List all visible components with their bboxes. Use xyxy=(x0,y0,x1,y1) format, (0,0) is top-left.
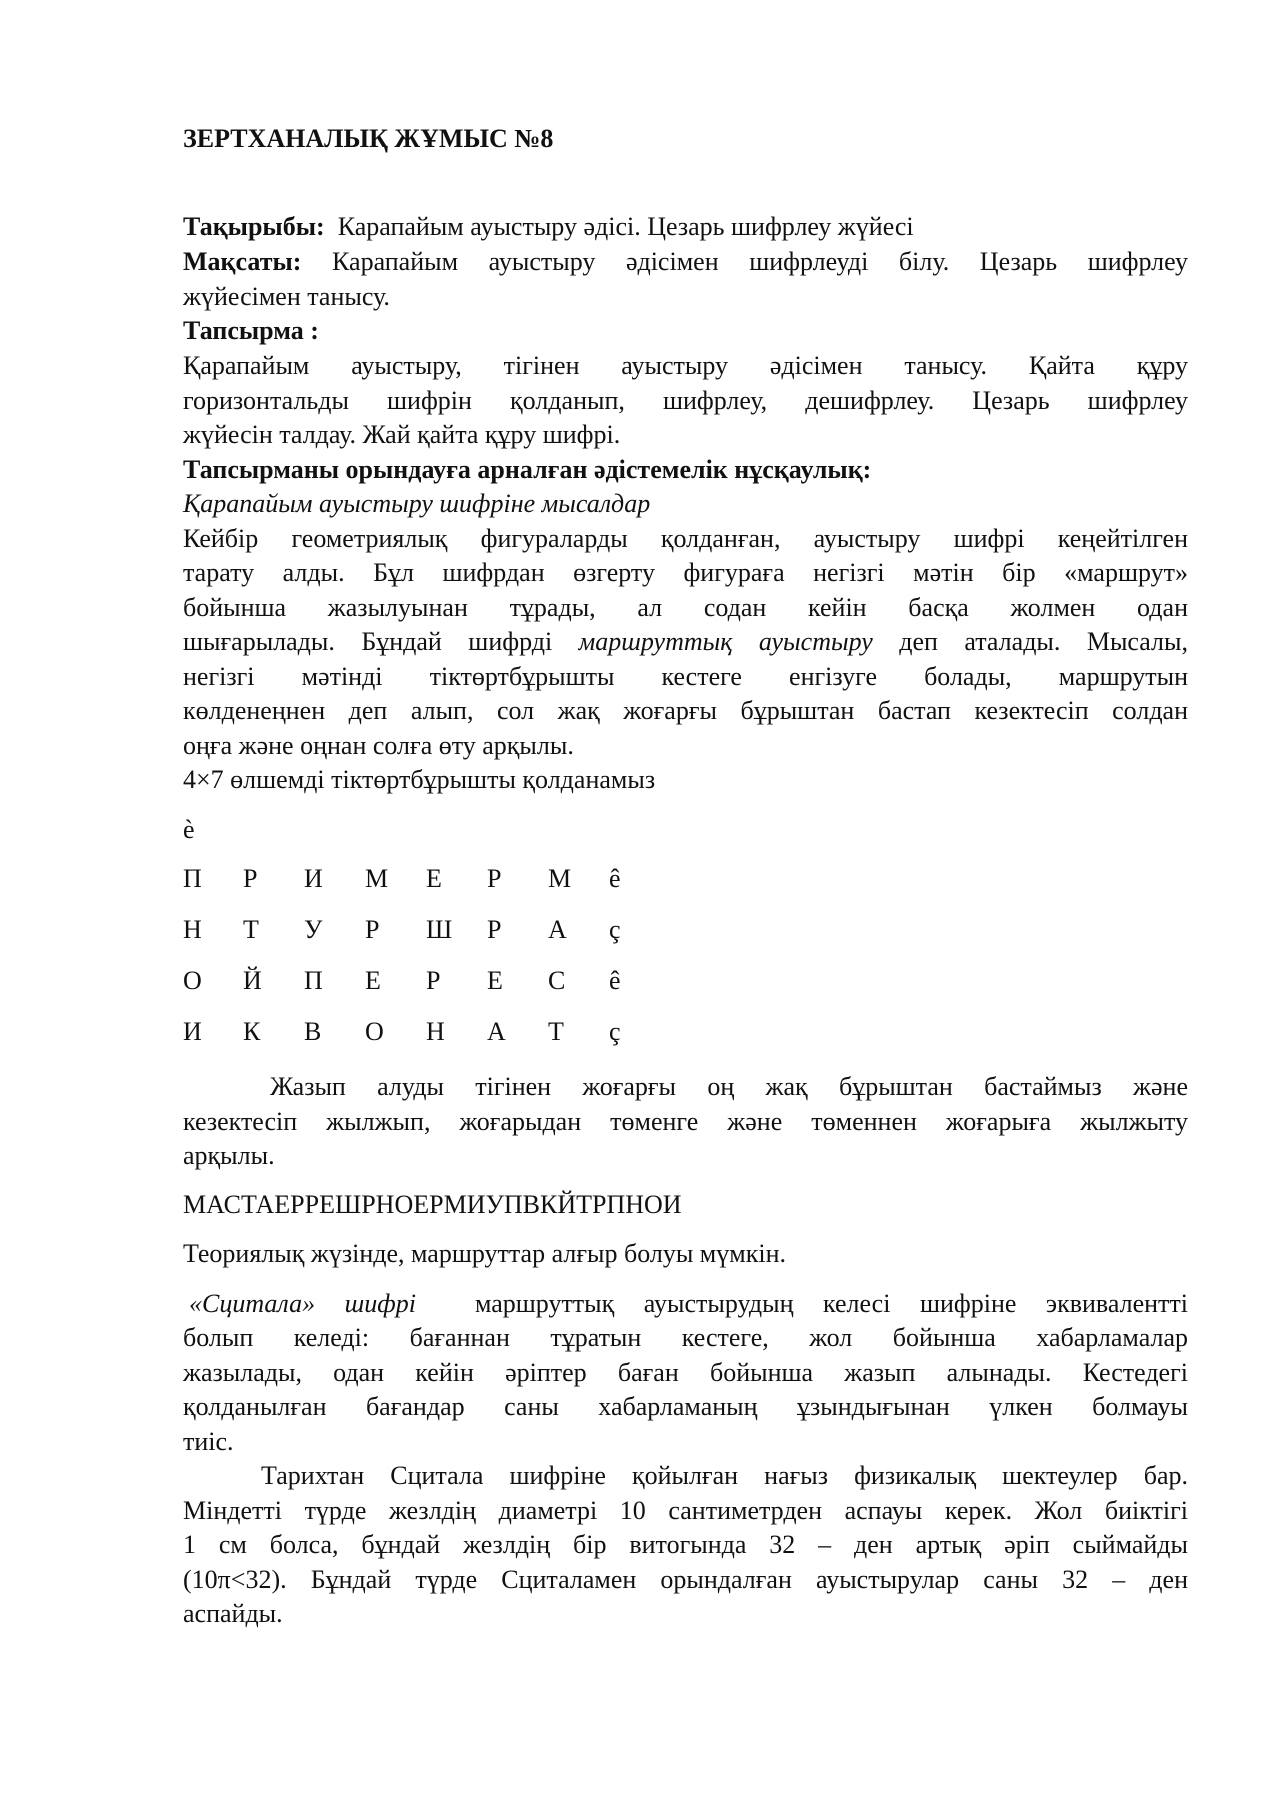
grid-cell: У xyxy=(304,915,323,944)
grid-cell: А xyxy=(548,915,567,944)
para1-line-3: бойынша жазылуынан тұрады, ал содан кейін басқа жолмен одан xyxy=(183,593,1188,622)
scytale-line-4: қолданылған бағандар саны хабарламаның ұзындығынан үлкен болмауы xyxy=(183,1392,1188,1421)
goal-line-2: жүйесімен танысу. xyxy=(183,282,390,311)
examples-heading: Қарапайым ауыстыру шифріне мысалдар xyxy=(183,489,651,518)
history-last-line: аспайды. xyxy=(183,1599,283,1628)
grid-cell: А xyxy=(487,1017,506,1046)
task-line-2: горизонтальды шифрін қолданып, шифрлеу, дешифрлеу. Цезарь шифрлеу xyxy=(183,386,1188,415)
para1-line-1: Кейбір геометриялық фигураларды қолданған, ауыстыру шифрі кеңейтілген xyxy=(183,524,1188,553)
para1-line-4 xyxy=(183,625,1188,660)
para2-line-2: кезектесіп жылжып, жоғарыдан төменге және төменнен жоғарыға жылжыту xyxy=(183,1107,1188,1136)
grid-cell: Т xyxy=(548,1017,564,1046)
history-line-2: Міндетті түрде жезлдің диаметрі 10 сантиметрден аспауы керек. Жол биіктігі xyxy=(183,1496,1188,1525)
scytale-line-2: болып келеді: бағаннан тұратын кестеге, жол бойынша хабарламалар xyxy=(183,1323,1188,1352)
para1-line-4-before: шығарылады. Бұндай шифрді xyxy=(183,627,579,656)
grid-cell: Р xyxy=(487,915,502,944)
arrow-right-icon: è xyxy=(183,815,195,844)
history-line-1: Тарихтан Сцитала шифріне қойылған нағыз физикалық шектеулер бар. xyxy=(261,1461,1188,1490)
grid-cell: О xyxy=(365,1017,384,1046)
grid-cell: Р xyxy=(426,966,441,995)
history-line-3: 1 см болса, бұндай жезлдің бір витогында 32 – ден артық әріп сыймайды xyxy=(183,1530,1188,1559)
grid-cell: С xyxy=(548,966,566,995)
para1-line-5: негізгі мәтінді тіктөртбұрышты кестеге енгізуге болады, маршрутын xyxy=(183,662,1188,691)
grid-cell: Е xyxy=(487,966,503,995)
route-permutation-term: маршруттық ауыстыру xyxy=(578,627,873,656)
method-heading: Тапсырманы орындауға арналған әдістемелік нұсқаулық: xyxy=(183,455,872,484)
grid-cell: И xyxy=(304,864,323,893)
para2-line-3: арқылы. xyxy=(183,1141,275,1170)
grid-cell: М xyxy=(365,864,389,893)
para1-line-4-after: деп аталады. Мысалы, xyxy=(872,627,1189,656)
grid-cell: О xyxy=(183,966,202,995)
goal-text-1: Карапайым ауыстыру әдісімен шифрлеуді білу. Цезарь шифрлеу xyxy=(332,247,1188,276)
goal-label: Мақсаты: xyxy=(183,247,302,276)
grid-cell: Р xyxy=(243,864,258,893)
grid-cell: Е xyxy=(365,966,381,995)
size-line: 4×7 өлшемді тіктөртбұрышты қолданамыз xyxy=(183,765,656,794)
grid-cell: Р xyxy=(487,864,502,893)
scytale-line-3: жазылады, одан кейін әріптер баған бойынша жазып алынады. Кестедегі xyxy=(183,1358,1188,1387)
grid-cell: Н xyxy=(426,1017,445,1046)
grid-cell: Ш xyxy=(426,915,453,944)
scytale-line-1 xyxy=(183,1287,1188,1322)
topic-text: Карапайым ауыстыру әдісі. Цезарь шифрлеу жүйесі xyxy=(337,212,914,241)
scytale-line-1-rest: маршруттық ауыстырудың келесі шифріне эквивалентті xyxy=(474,1289,1188,1318)
goal-line-1 xyxy=(183,245,1188,280)
grid-cell: М xyxy=(548,864,572,893)
task-line-1: Қарапайым ауыстыру, тігінен ауыстыру әдісімен танысу. Қайта құру xyxy=(183,351,1188,380)
grid-arrow-icon: ê xyxy=(609,966,621,995)
grid-arrow-icon: ç xyxy=(609,915,621,944)
topic-label: Тақырыбы: xyxy=(183,212,325,241)
grid-cell: Т xyxy=(243,915,259,944)
grid-cell: Р xyxy=(365,915,380,944)
grid-arrow-icon: ê xyxy=(609,864,621,893)
scytale-last-line: тиіс. xyxy=(183,1427,234,1456)
para1-line-6: көлденеңнен деп алып, сол жақ жоғарғы бұрыштан бастап кезектесіп солдан xyxy=(183,696,1188,725)
grid-cell: Н xyxy=(183,915,202,944)
grid-cell: Й xyxy=(243,966,262,995)
grid-cell: К xyxy=(243,1017,261,1046)
task-line-3: жүйесін талдау. Жай қайта құру шифрі. xyxy=(183,420,621,449)
grid-cell: И xyxy=(183,1017,202,1046)
history-line-4: (10π<32). Бұндай түрде Сциталамен орындалған ауыстырулар саны 32 – ден xyxy=(183,1565,1188,1594)
scytale-term: «Сцитала» шифрі xyxy=(189,1289,416,1318)
cipher-text: МАСТАЕРРЕШРНОЕРМИУПВКЙТРПНОИ xyxy=(183,1190,682,1219)
grid-cell: В xyxy=(304,1017,322,1046)
page-title: ЗЕРТХАНАЛЫҚ ЖҰМЫС №8 xyxy=(183,124,554,153)
para1-last-line: оңға және оңнан солға өту арқылы. xyxy=(183,731,574,760)
para2-line-1: Жазып алуды тігінен жоғарғы оң жақ бұрыштан бастаймыз және xyxy=(270,1072,1188,1101)
grid-cell: П xyxy=(183,864,202,893)
task-label: Тапсырма : xyxy=(183,316,319,345)
topic-line xyxy=(183,210,914,245)
theory-line: Теориялық жүзінде, маршруттар алғыр болуы мүмкін. xyxy=(183,1239,786,1268)
para1-line-2: тарату алды. Бұл шифрдан өзгерту фигураға негізгі мәтін бір «маршрут» xyxy=(183,558,1188,587)
grid-cell: Е xyxy=(426,864,442,893)
grid-arrow-icon: ç xyxy=(609,1017,621,1046)
grid-cell: П xyxy=(304,966,323,995)
